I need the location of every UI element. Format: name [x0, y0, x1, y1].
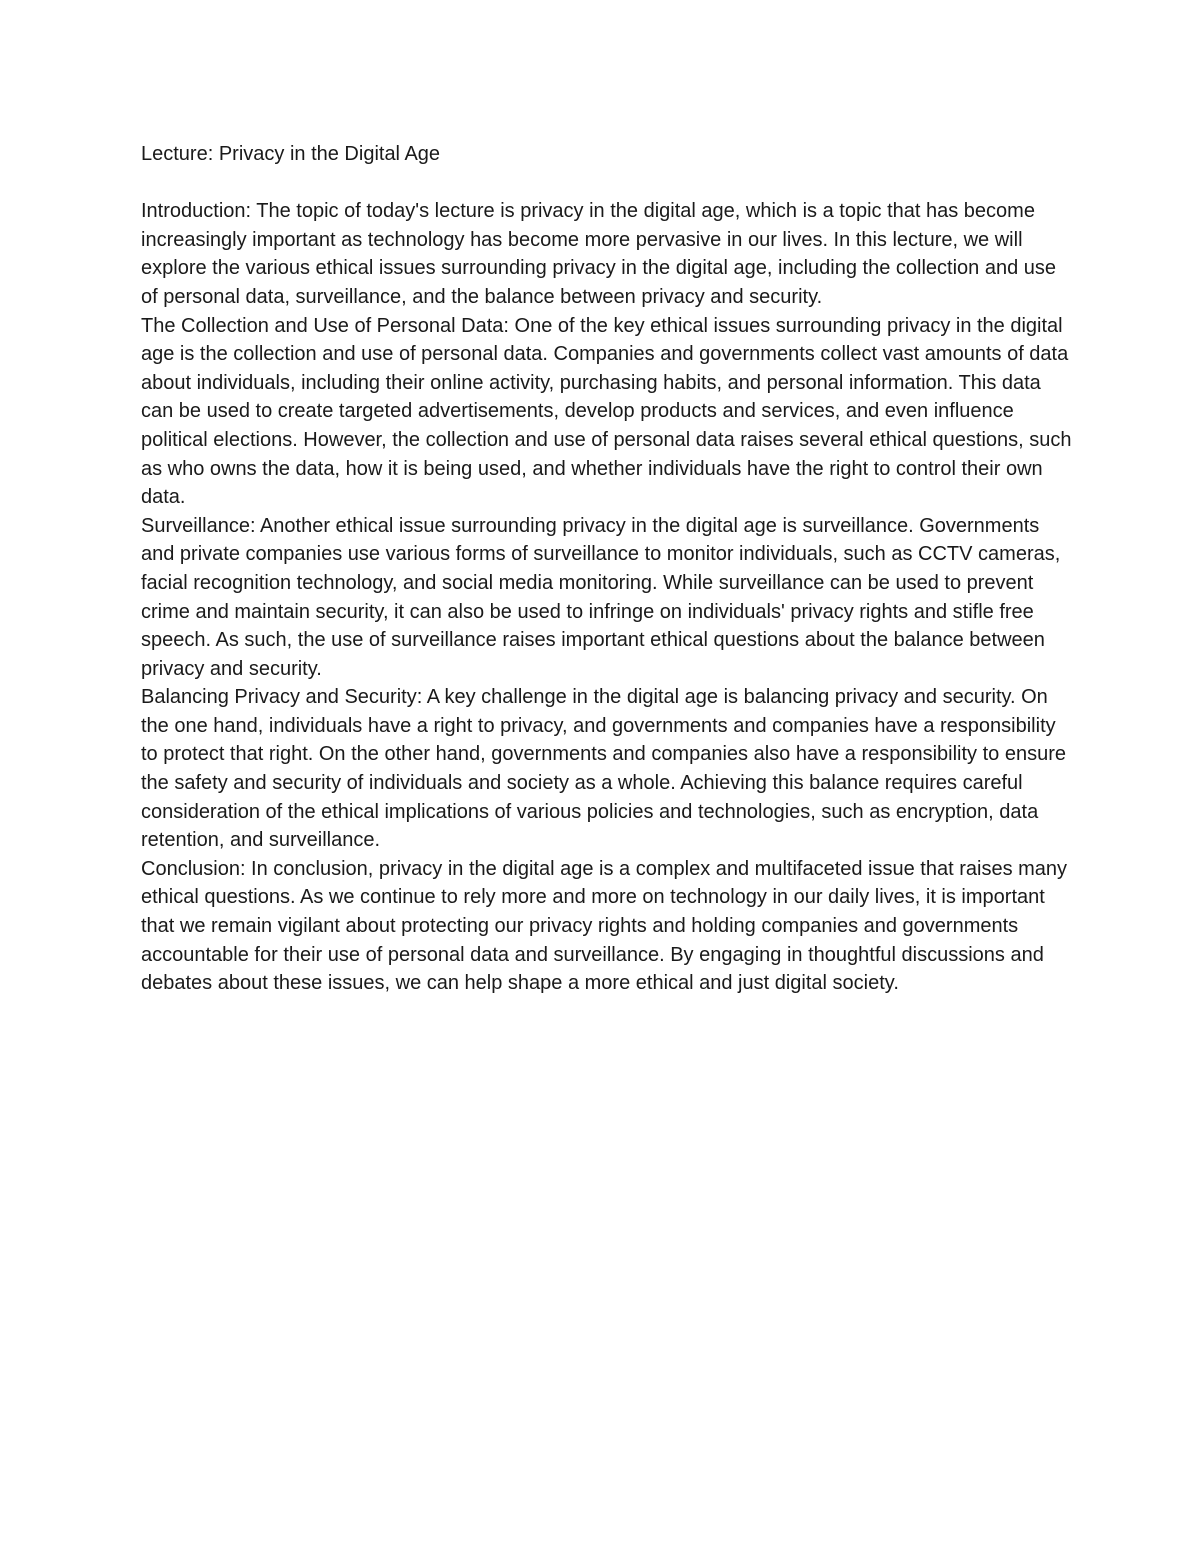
document-title: Lecture: Privacy in the Digital Age: [141, 143, 441, 165]
document-body: [141, 140, 1076, 998]
paragraph-introduction: Introduction: The topic of today's lecture is privacy in the digital age, which is a topic that has become increasingly important as technology has become more pervasive in our lives. In this lecture, we will explore the various ethical issues surrounding privacy in the digital age, including the collection and use of personal data, surveillance, and the balance between privacy and security.: [141, 200, 1056, 308]
title-spacer: [141, 169, 1076, 198]
paragraph-surveillance: Surveillance: Another ethical issue surrounding privacy in the digital age is surveillance. Governments and private companies use various forms of surveillance to monitor individuals, such as CCTV cameras, facial recognition technology, and social media monitoring. While surveillance can be used to prevent crime and maintain security, it can also be used to infringe on individuals' privacy rights and stifle free speech. As such, the use of surveillance raises important ethical questions about the balance between privacy and security.: [141, 514, 1061, 680]
paragraph-personal-data: The Collection and Use of Personal Data: One of the key ethical issues surrounding privacy in the digital age is the collection and use of personal data. Companies and governments collect vast amounts of data about individuals, including their online activity, purchasing habits, and personal information. This data can be used to create targeted advertisements, develop products and services, and even influence political elections. However, the collection and use of personal data raises several ethical questions, such as who owns the data, how it is being used, and whether individuals have the right to control their own data.: [141, 314, 1072, 509]
paragraph-balancing: Balancing Privacy and Security: A key challenge in the digital age is balancing privacy and security. On the one hand, individuals have a right to privacy, and governments and companies have a responsibility to protect that right. On the other hand, governments and companies also have a responsibility to ensure the safety and security of individuals and society as a whole. Achieving this balance requires careful consideration of the ethical implications of various policies and technologies, such as encryption, data retention, and surveillance.: [141, 686, 1066, 852]
paragraph-conclusion: Conclusion: In conclusion, privacy in the digital age is a complex and multifaceted issue that raises many ethical questions. As we continue to rely more and more on technology in our daily lives, it is important that we remain vigilant about protecting our privacy rights and holding companies and governments accountable for their use of personal data and surveillance. By engaging in thoughtful discussions and debates about these issues, we can help shape a more ethical and just digital society.: [141, 857, 1068, 995]
